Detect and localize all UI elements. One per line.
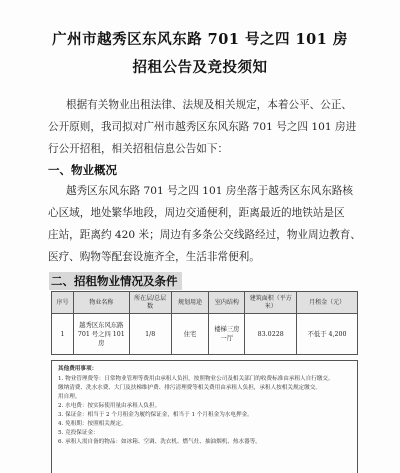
column-header: 物业名称 — [73, 292, 129, 314]
column-header: 规划用途 — [171, 292, 209, 314]
table-header-row — [52, 292, 358, 314]
notes-line: 缴纳清费、洗水水费、大门及扶梯维护费、排污清理费等相关费用由承租人负担，承租人按相关规定缴交。 — [58, 385, 321, 391]
column-header: 建筑面积（平方米） — [245, 292, 297, 314]
notes-line: 1. 物业管理费等：日常物业管理等费用由承租人负担，按照物业公司及相关部门的收费标准由承租人自行缴交。 — [58, 376, 334, 382]
section-1-line-3: 庄站，距离约 420 米；周边有多条公交线路经过，物业周边教育、 — [48, 229, 361, 241]
column-header: 所在层/总层数 — [129, 292, 171, 314]
section-1-heading: 一、物业概况 — [48, 163, 117, 177]
intro-line-3: 行公开招租，相关招租信息公告如下： — [48, 143, 229, 155]
table-cell: 住宅 — [171, 314, 209, 355]
section-1-line-2: 心区域，地处繁华地段，周边交通便利，距离最近的地铁站是区 — [48, 207, 345, 219]
column-header: 月租金（元） — [297, 292, 358, 314]
table-cell: 83.0228 — [245, 314, 297, 355]
table-cell: 不低于 4,200 — [297, 314, 358, 355]
intro-line-1: 根据有关物业出租法律、法规及相关规定，本着公平、公正、 — [66, 99, 353, 111]
notes-line: 用自理。 — [58, 394, 81, 400]
intro-line-2: 公开原则，我司拟对广州市越秀区东风东路 701 号之四 101 房进 — [48, 121, 357, 133]
section-2-heading: 二、招租物业情况及条件 — [49, 272, 182, 290]
table-cell: 楼梯三房一厅 — [209, 314, 245, 355]
table-cell: 越秀区东风东路 701 号之四 101 房 — [73, 314, 129, 355]
notes-line: 6. 承租人需自备的物品：如冰箱、空调、洗衣机、燃气灶、抽油烟机、热水器等。 — [58, 439, 261, 445]
table-row — [52, 314, 358, 355]
notes-line: 5. 竞投保证金： — [58, 430, 99, 436]
section-1-line-4: 医疗、购物等配套设施齐全，生活非常便利。 — [48, 251, 260, 263]
notes-line: 4. 免租期：按照相关规定。 — [58, 421, 127, 427]
document-title-line-2: 招租公告及竞投须知 — [132, 59, 268, 76]
column-header: 室内结构 — [209, 292, 245, 314]
table-cell: 1/8 — [129, 314, 171, 355]
table-cell: 1 — [52, 314, 74, 355]
notes-line: 3. 保证金：相当于 2 个月租金为履约保证金，相当于 1 个月租金为水电押金。 — [58, 412, 253, 418]
column-header: 序号 — [52, 292, 74, 314]
section-1-line-1: 越秀区东风东路 701 号之四 101 房坐落于越秀区东风东路核 — [66, 185, 353, 197]
other-fees-notes — [51, 360, 358, 473]
document-title-line-1: 广州市越秀区东风东路 701 号之四 101 房 — [52, 31, 348, 48]
notes-title: 其他费用事项： — [58, 366, 98, 372]
rental-property-table — [51, 291, 358, 355]
notes-line: 2. 水电费：按实际使用量由承租人负担。 — [58, 403, 161, 409]
